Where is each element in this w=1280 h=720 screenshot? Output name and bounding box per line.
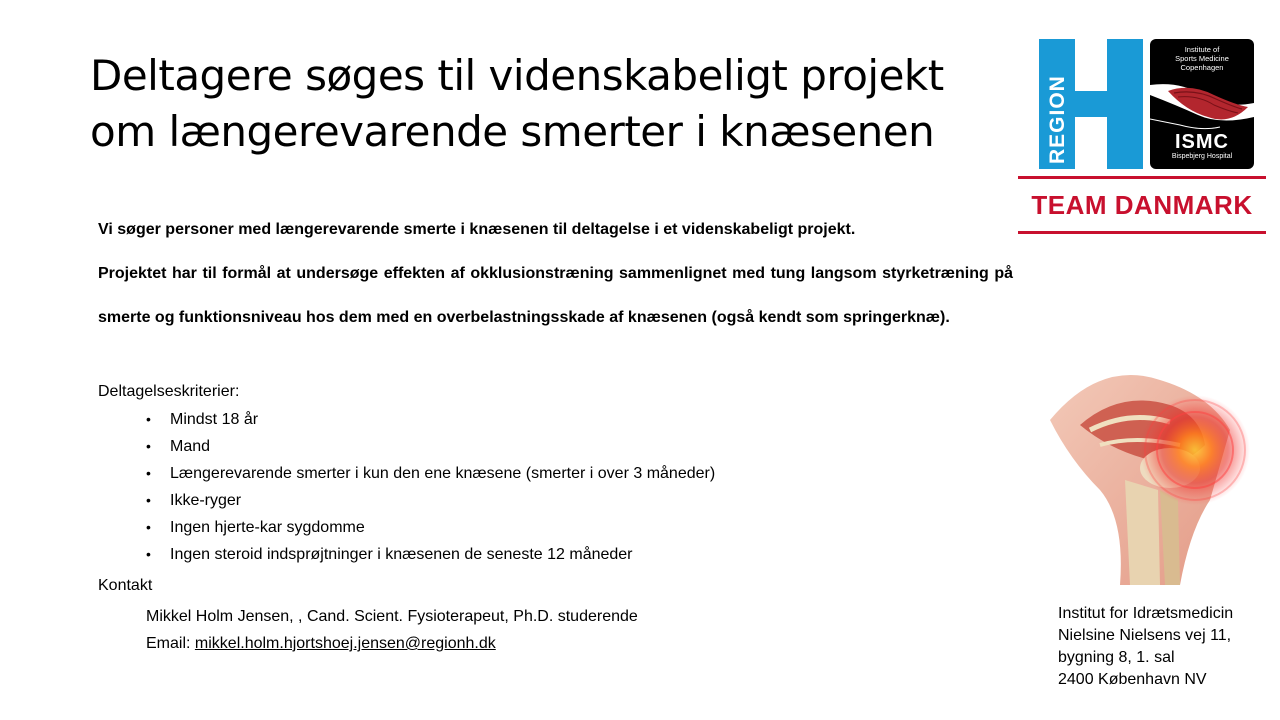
contact-block — [146, 603, 638, 657]
contact-email-row — [146, 630, 638, 657]
email-label: Email: — [146, 635, 195, 652]
knee-illustration — [1040, 350, 1260, 590]
region-h-icon — [1039, 39, 1143, 169]
list-item: • Mindst 18 år — [146, 406, 715, 433]
team-danmark-logo — [1018, 176, 1266, 234]
contact-name: Mikkel Holm Jensen, , Cand. Scient. Fysioterapeut, Ph.D. studerende — [146, 608, 638, 625]
list-item: • Længerevarende smerter i kun den ene knæsene (smerter i over 3 måneder) — [146, 460, 715, 487]
ismc-logo — [1150, 39, 1254, 169]
address-line: Nielsine Nielsens vej 11, — [1058, 627, 1232, 644]
intro-lead: Vi søger personer med længerevarende smerte i knæsenen til deltagelse i et videnskabeligt projekt. — [98, 221, 856, 238]
bullet-icon: • — [146, 546, 151, 562]
ismc-logo-caption: Institute of Sports Medicine Copenhagen — [1175, 45, 1229, 72]
address-line: Institut for Idrætsmedicin — [1058, 605, 1234, 622]
knee-icon — [1040, 350, 1260, 590]
criteria-list — [146, 406, 715, 568]
team-logo-text: TEAM DANMARK — [1031, 190, 1253, 220]
intro-body: Projektet har til formål at undersøge effekten af okklusionstræning sammenlignet med tung langsom styrketræning på smerte og funktionsniveau hos dem med en overbelastningsskade af knæsenen (også kendt som springerknæ). — [98, 265, 1013, 326]
title-line-1: Deltagere søges til videnskabeligt projekt — [90, 51, 944, 100]
ismc-logo-title: ISMC — [1175, 131, 1229, 153]
page-title — [90, 48, 990, 160]
bullet-icon: • — [146, 519, 151, 535]
region-h-logo — [1039, 39, 1143, 169]
email-link[interactable]: mikkel.holm.hjortshoej.jensen@regionh.dk — [194, 635, 496, 652]
address-block — [1058, 603, 1233, 691]
ismc-logo-subtitle: Bispebjerg Hospital — [1171, 153, 1233, 160]
bullet-icon: • — [146, 438, 151, 454]
contact-label: Kontakt — [98, 577, 153, 594]
list-item: • Ingen steroid indsprøjtninger i knæsenen de seneste 12 måneder — [146, 541, 715, 568]
region-logo-text: REGION — [1046, 75, 1069, 164]
address-line: 2400 København NV — [1058, 671, 1207, 688]
team-logo-bottom-rule — [1018, 231, 1266, 234]
address-line: bygning 8, 1. sal — [1058, 649, 1175, 666]
criteria-label: Deltagelseskriterier: — [98, 383, 240, 400]
intro-section — [98, 208, 1013, 340]
bullet-icon: • — [146, 411, 151, 427]
title-line-2: om længerevarende smerter i knæsenen — [90, 107, 935, 156]
list-item: • Ingen hjerte-kar sygdomme — [146, 514, 715, 541]
bullet-icon: • — [146, 465, 151, 481]
list-item: • Ikke-ryger — [146, 487, 715, 514]
bullet-icon: • — [146, 492, 151, 508]
list-item: • Mand — [146, 433, 715, 460]
